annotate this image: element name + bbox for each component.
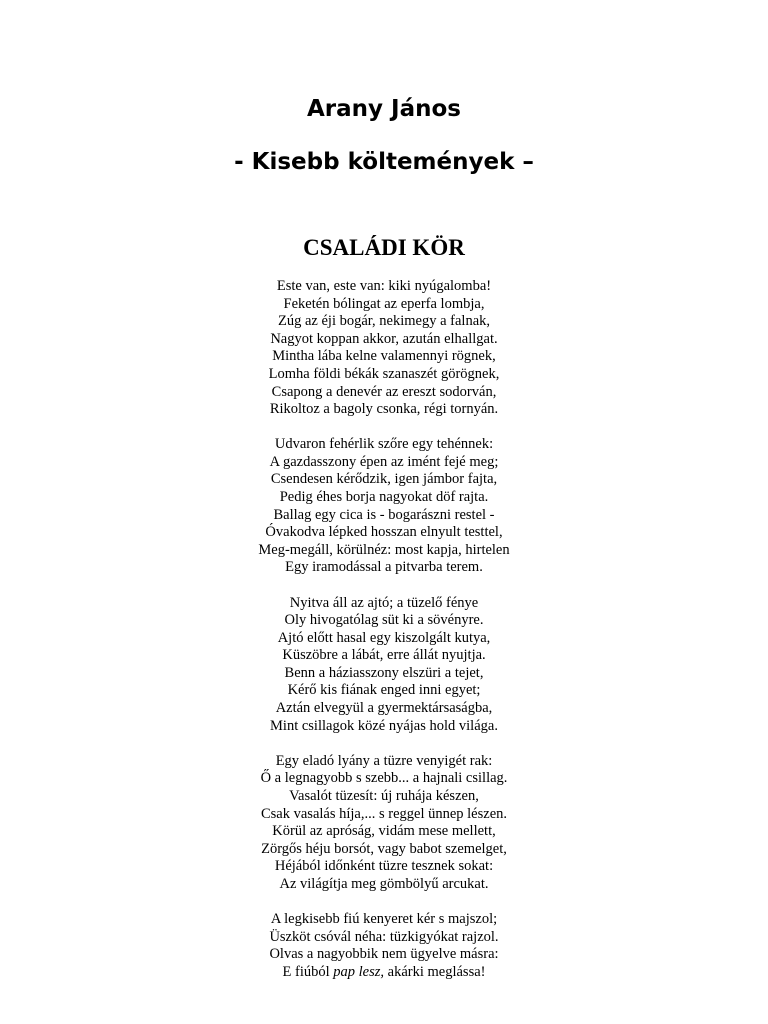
poem-line: Kérő kis fiának enged inni egyet;	[287, 682, 481, 699]
poem-line: Üszköt csóvál néha: tüzkigyókat rajzol.	[269, 928, 499, 945]
poem-line: Lomha földi békák szanaszét görögnek,	[268, 365, 500, 382]
poem-line: Olvas a nagyobbik nem ügyelve másra:	[269, 946, 499, 963]
poem-line: Körül az apróság, vidám mese mellett,	[272, 823, 496, 840]
poem-line: Egy eladó lyány a tüzre venyigét rak:	[275, 752, 493, 769]
poem-line: Aztán elvegyül a gyermektársaságba,	[275, 700, 493, 717]
stanza-1	[0, 278, 768, 419]
poem-line: Meg-megáll, körülnéz: most kapja, hirtelen	[258, 541, 510, 558]
poem-line: A gazdasszony épen az imént fejé meg;	[269, 453, 499, 470]
poem-line: Csendesen kérődzik, igen jámbor fajta,	[270, 471, 498, 488]
stanza-2	[0, 436, 768, 577]
poem-line: Az világítja meg gömbölyű arcukat.	[279, 875, 489, 892]
stanza-3	[0, 595, 768, 736]
stanza-5	[0, 911, 768, 981]
poem-line: Este van, este van: kiki nyúgalomba!	[276, 278, 492, 294]
poem-line: Pedig éhes borja nagyokat döf rajta.	[279, 489, 489, 506]
poem-line: Mintha lába kelne valamennyi rögnek,	[272, 348, 496, 365]
poem-line: Rikoltoz a bagoly csonka, régi tornyán.	[269, 401, 499, 418]
poem-line: A legkisebb fiú kenyeret kér s majszol;	[270, 911, 498, 927]
poem-line: Feketén bólingat az eperfa lombja,	[283, 295, 485, 312]
poem-line: Küszöbre a lábát, erre állát nyujtja.	[282, 647, 486, 664]
poem-line: Csak vasalás híja,... s reggel ünnep lészen.	[260, 805, 508, 822]
poem-line: Óvakodva lépked hosszan elnyult testtel,	[265, 524, 503, 541]
poem-line: Egy iramodással a pitvarba terem.	[285, 559, 483, 576]
poem-line: Udvaron fehérlik szőre egy tehénnek:	[274, 436, 494, 453]
poem-line: Zörgős héju borsót, vagy babot szemelget,	[261, 840, 507, 857]
poem-line: Nagyot koppan akkor, azután elhallgat.	[270, 330, 498, 347]
poem-body	[0, 278, 768, 999]
poem-line: Zúg az éji bogár, nekimegy a falnak,	[278, 313, 490, 330]
poem-line: Benn a háziasszony elszüri a tejet,	[284, 664, 484, 681]
poem-line: Mint csillagok közé nyájas hold világa.	[270, 717, 498, 734]
poem-line: Nyitva áll az ajtó; a tüzelő fénye	[289, 594, 479, 611]
poem-line: Ajtó előtt hasal egy kiszolgált kutya,	[277, 629, 491, 646]
line-text-before: E fiúból	[282, 963, 334, 980]
poem-line: Csapong a denevér az ereszt sodorván,	[271, 383, 497, 400]
poem-line: Ballag egy cica is - bogarászni restel -	[273, 506, 495, 523]
poem-line: Oly hivogatólag süt ki a sövényre.	[284, 612, 484, 629]
poem-line-last	[0, 964, 768, 982]
stanza-4	[0, 753, 768, 894]
poem-title: CSALÁDI KÖR	[303, 235, 465, 260]
poem-line: Ő a legnagyobb s szebb... a hajnali csillag.	[260, 770, 508, 787]
author-heading: Arany János	[307, 96, 461, 122]
collection-heading: - Kisebb költemények –	[234, 149, 534, 175]
poem-line: Vasalót tüzesít: új ruhája készen,	[289, 787, 479, 804]
line-text-after: akárki meglássa!	[384, 963, 486, 980]
line-text-italic: pap lesz,	[333, 963, 385, 980]
poem-line: Héjából időnként tüzre tesznek sokat:	[274, 858, 494, 875]
